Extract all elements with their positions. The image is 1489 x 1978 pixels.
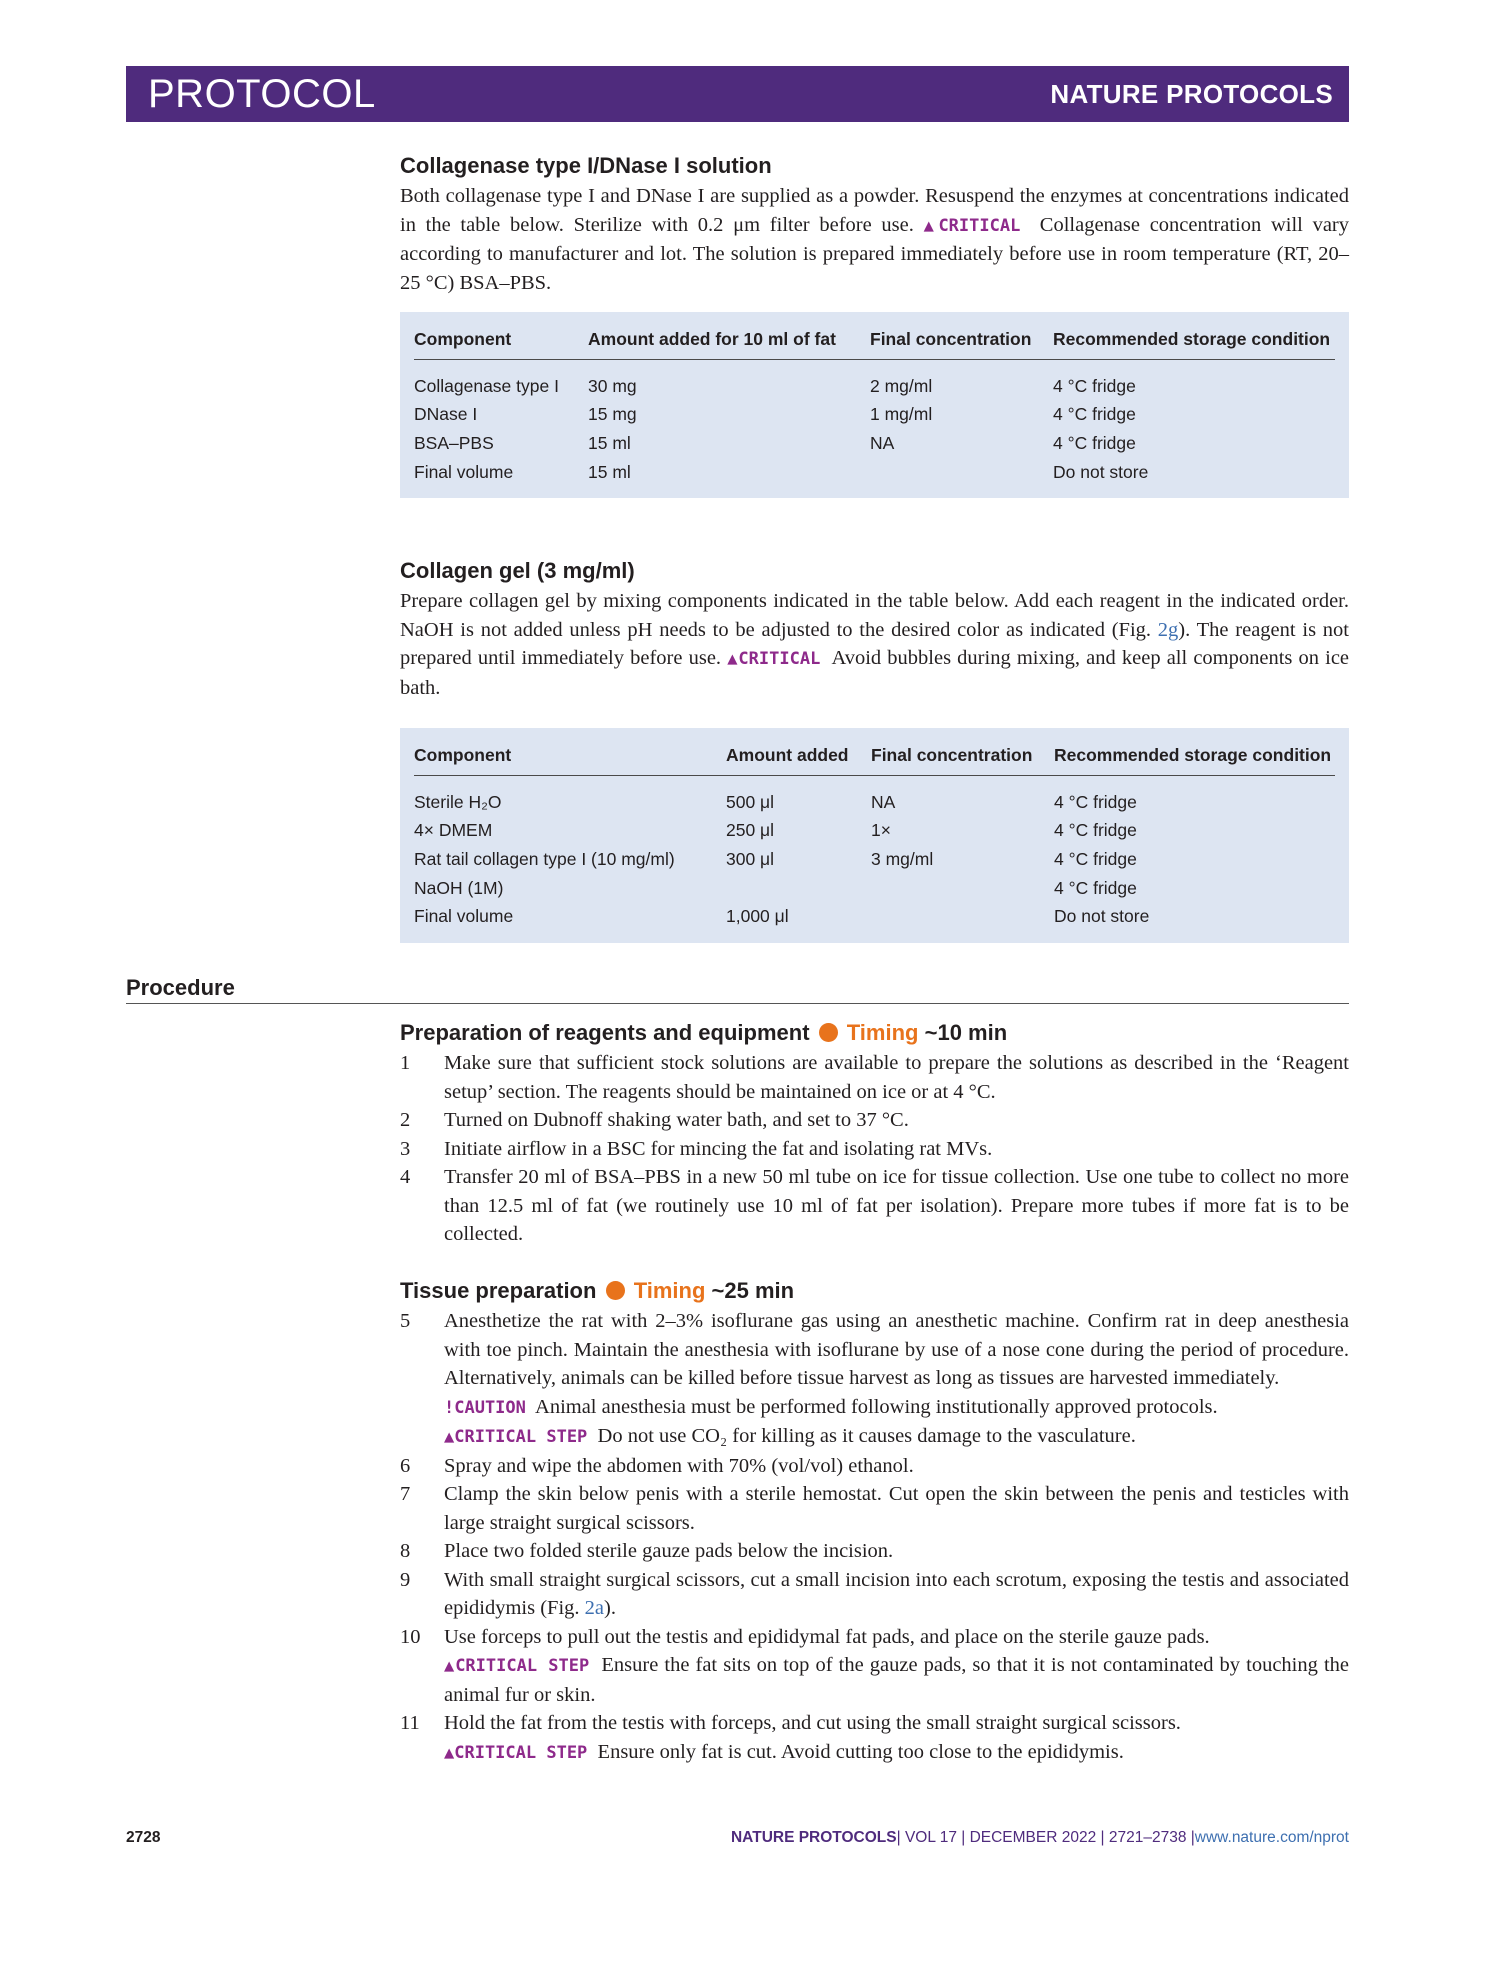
step-body: Anesthetize the rat with 2–3% isoflurane gas using an anesthetic machine. Confirm rat in deep anesthesia with toe pinch. Maintain the anesthesia with isoflurane by use of a nose cone during the period of procedure. Alternatively, animals can be killed before tissue harvest as long as tissues are harvested immediately. xyxy=(444,1310,1349,1389)
list-item xyxy=(400,1480,1349,1537)
preparation-steps xyxy=(400,1019,1349,1249)
column-header: Component xyxy=(414,742,726,776)
critical-step-note xyxy=(444,1738,1349,1768)
table-cell: 4 °C fridge xyxy=(1054,877,1137,898)
timing-label: Timing xyxy=(633,1278,706,1303)
table-cell: 15 mg xyxy=(588,404,637,425)
table-cell xyxy=(871,902,1054,931)
table-cell: 15 ml xyxy=(588,461,631,482)
table-cell: 1× xyxy=(871,820,891,841)
section-title: Collagenase type I/DNase I solution xyxy=(400,153,772,178)
page-number: 2728 xyxy=(126,1829,161,1846)
table-row xyxy=(414,360,1335,401)
table-cell: Final volume xyxy=(414,906,514,927)
table-row xyxy=(414,817,1335,846)
table-cell: 30 mg xyxy=(588,375,637,396)
table-cell: 2 mg/ml xyxy=(870,375,933,396)
step-text xyxy=(444,1307,1349,1452)
list-item xyxy=(400,1135,1349,1164)
step-text xyxy=(444,1566,1349,1623)
table-cell: 4 °C fridge xyxy=(1053,432,1136,453)
table-cell xyxy=(871,874,1054,903)
step-text: Spray and wipe the abdomen with 70% (vol/vol) ethanol. xyxy=(444,1454,914,1477)
table-cell xyxy=(726,874,871,903)
table-cell: 300 μl xyxy=(726,848,775,869)
table-cell: 4 °C fridge xyxy=(1053,404,1136,425)
collagenase-table xyxy=(400,312,1349,498)
column-header: Recommended storage condition xyxy=(1053,326,1335,360)
critical-step-note xyxy=(444,1422,1349,1452)
timing-dot-icon xyxy=(819,1023,838,1042)
table-row xyxy=(414,902,1335,931)
table-row xyxy=(414,845,1335,874)
column-header: Final concentration xyxy=(870,326,1053,360)
step-number: 4 xyxy=(400,1166,411,1188)
table-cell: Sterile H₂O xyxy=(414,791,502,812)
step-number: 7 xyxy=(400,1483,411,1505)
step-text: Clamp the skin below penis with a sterile hemostat. Cut open the skin between the penis and testicles with large straight surgical scissors. xyxy=(444,1483,1349,1534)
group-title-text: Tissue preparation xyxy=(400,1278,597,1303)
table-row xyxy=(414,401,1335,430)
table-row xyxy=(414,429,1335,458)
table-cell: BSA–PBS xyxy=(414,432,494,453)
section-paragraph xyxy=(400,587,1349,702)
table-cell: NaOH (1M) xyxy=(414,877,504,898)
header-band xyxy=(126,66,1349,122)
list-item xyxy=(400,1163,1349,1249)
table-cell: 500 μl xyxy=(726,791,775,812)
table-header-row xyxy=(414,742,1335,776)
note-text: Do not use CO₂ for killing as it causes damage to the vasculature. xyxy=(597,1425,1136,1447)
table-header-row xyxy=(414,326,1335,360)
step-number: 1 xyxy=(400,1052,411,1074)
critical-step-label: ▲CRITICAL STEP xyxy=(444,1427,588,1447)
step-text: Transfer 20 ml of BSA–PBS in a new 50 ml tube on ice for tissue collection. Use one tube to collect no more than 12.5 ml of fat (we routinely use 10 ml of fat per isolation). Prepare more tubes if more fat is to be collected. xyxy=(444,1166,1349,1245)
step-text: Make sure that sufficient stock solutions are available to prepare the solutions as described in the ‘Reagent setup’ section. The reagents should be maintained on ice or at 4 °C. xyxy=(444,1052,1349,1103)
table-cell xyxy=(870,458,1053,487)
footer-citation xyxy=(731,1829,1349,1847)
table-row xyxy=(414,776,1335,817)
figure-link[interactable]: 2g xyxy=(1157,618,1179,641)
paragraph-text: Collagenase concentration will vary according to manufacturer and lot. The solution is prepared immediately before use in room temperature (RT, 20–25 °C) BSA–PBS. xyxy=(400,213,1350,294)
table-cell: NA xyxy=(870,432,895,453)
step-text xyxy=(444,1709,1349,1767)
timing-label: Timing xyxy=(846,1020,919,1045)
step-text: Turned on Dubnoff shaking water bath, and set to 37 °C. xyxy=(444,1109,909,1131)
column-header: Amount added for 10 ml of fat xyxy=(588,326,870,360)
column-header: Recommended storage condition xyxy=(1054,742,1335,776)
table-row xyxy=(414,874,1335,903)
critical-step-label: ▲CRITICAL STEP xyxy=(444,1742,588,1763)
footer-url[interactable]: www.nature.com/nprot xyxy=(1194,1829,1349,1846)
step-body: With small straight surgical scissors, cut a small incision into each scrotum, exposing the testis and associated epididymis (Fig. xyxy=(444,1568,1349,1619)
list-item xyxy=(400,1709,1349,1767)
paragraph-text: Both collagenase type I and DNase I are supplied as a powder. Resuspend the enzymes at concentrations indicated in the table below. Sterilize with 0.2 μm filter before use. xyxy=(400,185,1349,236)
step-text: Initiate airflow in a BSC for mincing the fat and isolating rat MVs. xyxy=(444,1137,993,1160)
list-item xyxy=(400,1537,1349,1566)
column-header: Component xyxy=(414,326,588,360)
footer-volume: | VOL 17 | DECEMBER 2022 | 2721–2738 | xyxy=(896,1829,1195,1846)
page-footer xyxy=(126,1829,1349,1853)
table-cell: Do not store xyxy=(1054,906,1150,927)
step-number: 11 xyxy=(400,1712,420,1734)
list-item xyxy=(400,1049,1349,1106)
list-item xyxy=(400,1307,1349,1452)
critical-label: ▲CRITICAL xyxy=(727,649,821,669)
tissue-preparation-steps xyxy=(400,1277,1349,1767)
list-item xyxy=(400,1106,1349,1135)
step-body: Use forceps to pull out the testis and epididymal fat pads, and place on the sterile gauze pads. xyxy=(444,1625,1210,1648)
step-text xyxy=(444,1623,1349,1710)
timing-value: ~10 min xyxy=(924,1020,1008,1045)
critical-label: ▲CRITICAL xyxy=(923,215,1021,236)
figure-link[interactable]: 2a xyxy=(584,1597,605,1619)
table-cell: Rat tail collagen type I (10 mg/ml) xyxy=(414,848,675,869)
collagen-gel-section xyxy=(400,557,1349,702)
table-cell: 4 °C fridge xyxy=(1054,820,1137,841)
table-cell: 1 mg/ml xyxy=(870,404,933,425)
group-title-text: Preparation of reagents and equipment xyxy=(400,1020,810,1045)
step-body: Hold the fat from the testis with forceps, and cut using the small straight surgical scissors. xyxy=(444,1712,1181,1734)
footer-journal: NATURE PROTOCOLS xyxy=(730,1829,897,1846)
step-number: 9 xyxy=(400,1568,411,1591)
step-number: 6 xyxy=(400,1454,411,1477)
critical-step-note xyxy=(444,1651,1349,1709)
caution-note xyxy=(444,1393,1349,1423)
procedure-title: Procedure xyxy=(126,975,235,1000)
table-row xyxy=(414,458,1335,487)
column-header: Final concentration xyxy=(871,742,1054,776)
note-text: Ensure the fat sits on top of the gauze pads, so that it is not contaminated by touching the animal fur or skin. xyxy=(444,1654,1349,1706)
step-number: 8 xyxy=(400,1540,411,1562)
timing-value: ~25 min xyxy=(711,1278,795,1303)
caution-label: !CAUTION xyxy=(444,1397,526,1418)
table-cell: 4 °C fridge xyxy=(1054,791,1137,812)
list-item xyxy=(400,1566,1349,1623)
journal-name: NATURE PROTOCOLS xyxy=(1050,78,1333,109)
section-paragraph xyxy=(400,182,1349,297)
table-cell: Collagenase type I xyxy=(414,375,559,396)
section-title: Collagen gel (3 mg/ml) xyxy=(400,558,635,583)
table-cell: NA xyxy=(871,791,896,812)
note-text: Ensure only fat is cut. Avoid cutting too close to the epididymis. xyxy=(597,1740,1124,1763)
step-number: 3 xyxy=(400,1137,411,1160)
table-cell: 4 °C fridge xyxy=(1054,848,1137,869)
step-number: 10 xyxy=(400,1625,421,1648)
paragraph-text: Prepare collagen gel by mixing components indicated in the table below. Add each reagent in the indicated order. NaOH is not added unless pH needs to be adjusted to the desired color as indicated (Fig. xyxy=(400,590,1349,641)
paragraph-text: Avoid bubbles during mixing, and keep all components on ice bath. xyxy=(400,647,1350,699)
list-item xyxy=(400,1452,1349,1481)
table-cell: Do not store xyxy=(1053,461,1149,482)
table-cell: 4 °C fridge xyxy=(1053,375,1136,396)
step-text: Place two folded sterile gauze pads below the incision. xyxy=(444,1540,894,1562)
collagenase-section xyxy=(400,152,1349,297)
list-item xyxy=(400,1623,1349,1710)
step-group-title xyxy=(400,1277,1349,1305)
step-body: ). xyxy=(604,1597,616,1619)
timing-dot-icon xyxy=(606,1281,625,1300)
table-cell: 3 mg/ml xyxy=(871,848,934,869)
critical-step-label: ▲CRITICAL STEP xyxy=(444,1656,590,1676)
step-group-title xyxy=(400,1019,1349,1047)
procedure-heading xyxy=(126,975,1349,1004)
table-cell: DNase I xyxy=(414,404,478,425)
step-number: 2 xyxy=(400,1109,411,1131)
section-type-label: PROTOCOL xyxy=(148,71,376,116)
note-text: Animal anesthesia must be performed following institutionally approved protocols. xyxy=(535,1395,1218,1418)
table-cell: Final volume xyxy=(414,461,514,482)
step-number: 5 xyxy=(400,1310,411,1332)
paragraph-text: ). The reagent is not prepared until immediately before use. xyxy=(400,618,1350,669)
table-cell: 15 ml xyxy=(588,432,631,453)
table-cell: 250 μl xyxy=(726,820,775,841)
column-header: Amount added xyxy=(726,742,871,776)
collagen-gel-table xyxy=(400,728,1349,943)
table-cell: 4× DMEM xyxy=(414,820,493,841)
table-cell: 1,000 μl xyxy=(726,906,789,927)
